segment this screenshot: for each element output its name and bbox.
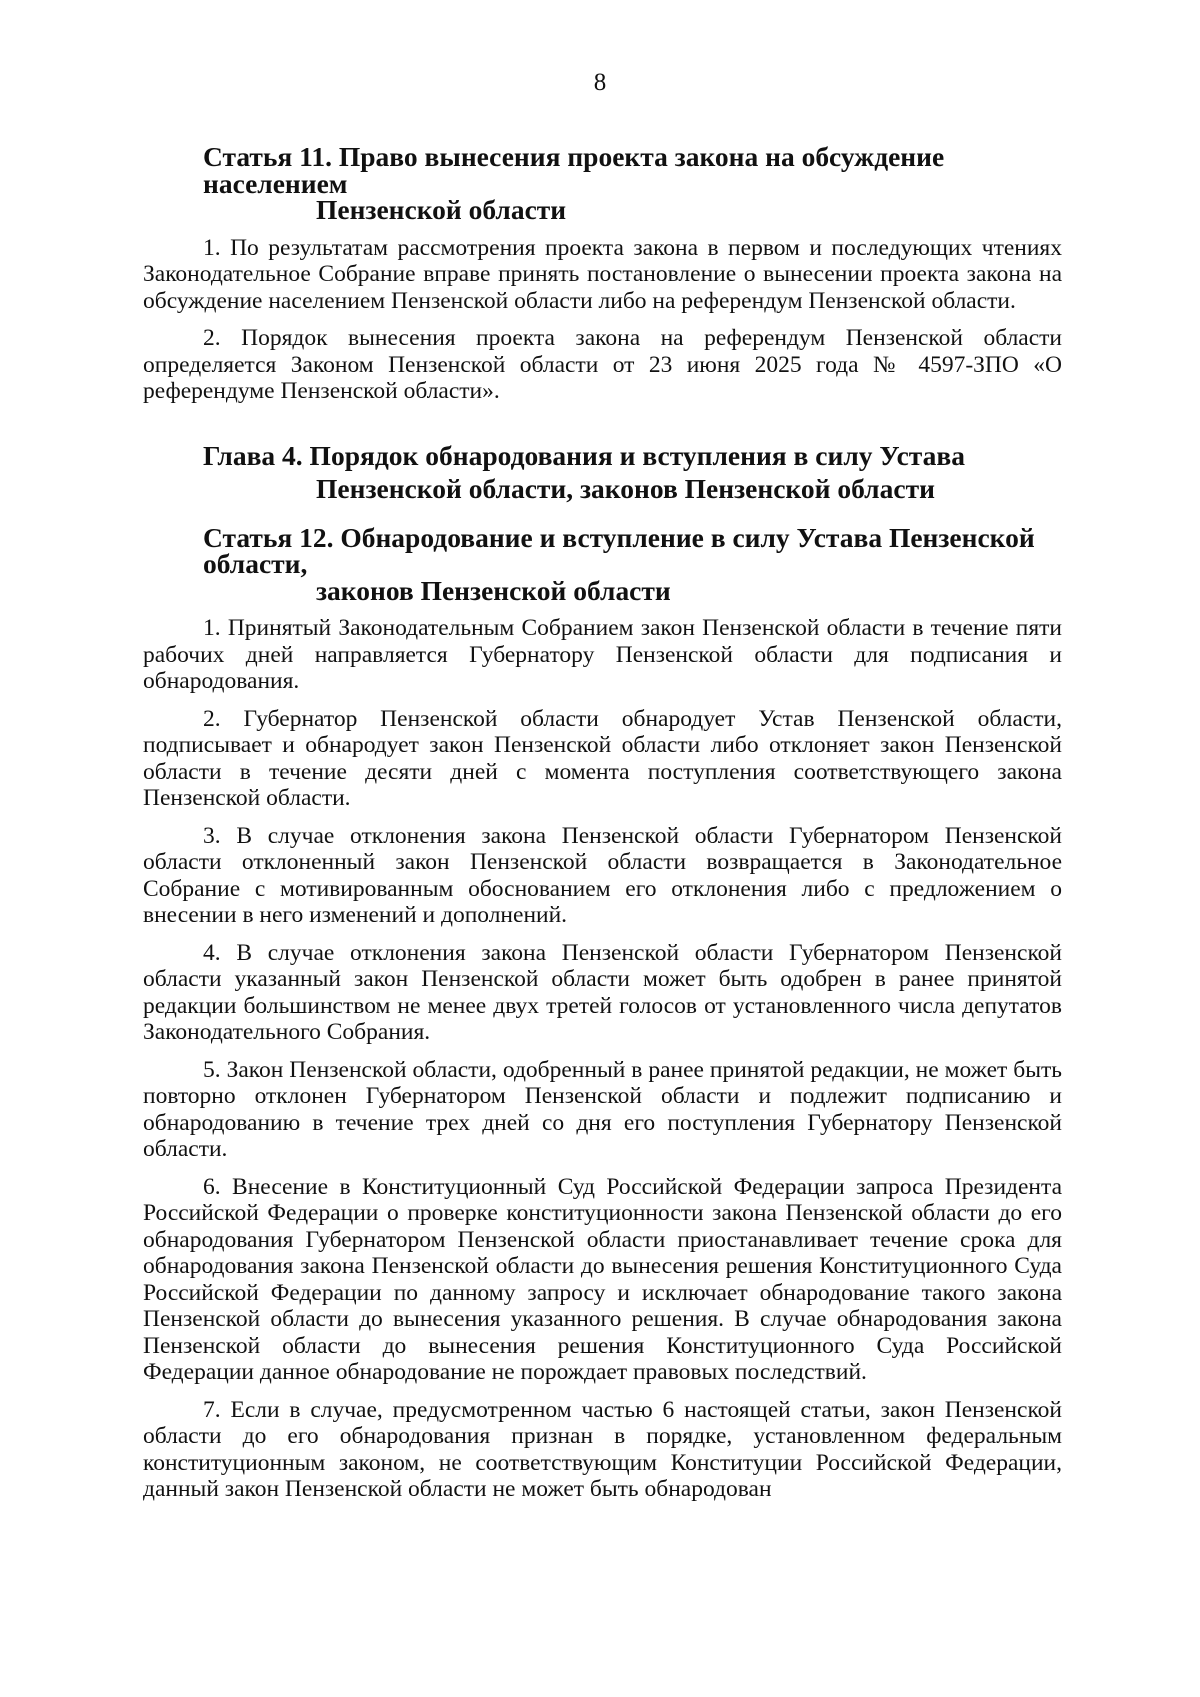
chapter-4-heading-line1: Глава 4. Порядок обнародования и вступления в силу Устава	[203, 439, 965, 471]
article-12-paragraph-3: 3. В случае отклонения закона Пензенской области Губернатором Пензенской области отклоненный закон Пензенской области возвращается в Законодательное Собрание с мотивированным обоснованием его отклонения либо с предложением о внесении в него изменений и дополнений.	[143, 822, 1062, 928]
article-11-heading-line2: Пензенской области	[316, 195, 567, 225]
chapter-4-heading-line2: Пензенской области, законов Пензенской области	[316, 472, 935, 504]
article-12-paragraph-6: 6. Внесение в Конституционный Суд Российской Федерации запроса Президента Российской Федерации о проверке конституционности закона Пензенской области до его обнародования Губернатором Пензенской области приостанавливает течение срока для обнародования закона Пензенской области до вынесения решения Конституционного Суда Российской Федерации по данному запросу и исключает обнародование такого закона Пензенской области до вынесения указанного решения. В случае обнародования закона Пензенской области до вынесения решения Конституционного Суда Российской Федерации данное обнародование не порождает правовых последствий.	[143, 1173, 1062, 1385]
article-11-paragraph-2: 2. Порядок вынесения проекта закона на референдум Пензенской области определяется Законом Пензенской области от 23 июня 2025 года № 4597-ЗПО «О референдуме Пензенской области».	[143, 325, 1062, 404]
article-12-paragraph-4: 4. В случае отклонения закона Пензенской области Губернатором Пензенской области указанный закон Пензенской области может быть одобрен в ранее принятой редакции большинством не менее двух третей голосов от установленного числа депутатов Законодательного Собрания.	[143, 939, 1062, 1045]
page-number: 8	[593, 69, 607, 96]
article-12-heading-line2: законов Пензенской области	[316, 575, 671, 606]
article-11-paragraph-1: 1. По результатам рассмотрения проекта закона в первом и последующих чтениях Законодательное Собрание вправе принять постановление о вынесении проекта закона на обсуждение населением Пензенской области либо на референдум Пензенской области.	[143, 234, 1062, 314]
article-12-paragraph-1: 1. Принятый Законодательным Собранием закон Пензенской области в течение пяти рабочих дней направляется Губернатору Пензенской области для подписания и обнародования.	[143, 615, 1062, 694]
article-12-heading-line1: Статья 12. Обнародование и вступление в силу Устава Пензенской области,	[203, 522, 1035, 579]
article-12-heading	[143, 522, 1062, 606]
article-11-heading	[143, 144, 1062, 224]
article-12-paragraph-2: 2. Губернатор Пензенской области обнародует Устав Пензенской области, подписывает и обнародует закон Пензенской области либо отклоняет закон Пензенской области в течение десяти дней с момента поступления соответствующего закона Пензенской области.	[143, 705, 1062, 811]
article-12-paragraph-7: 7. Если в случае, предусмотренном частью 6 настоящей статьи, закон Пензенской области до его обнародования признан в порядке, установленном федеральным конституционным законом, не соответствующим Конституции Российской Федерации, данный закон Пензенской области не может быть обнародован	[143, 1396, 1062, 1502]
article-12-paragraph-5: 5. Закон Пензенской области, одобренный в ранее принятой редакции, не может быть повторно отклонен Губернатором Пензенской области и подлежит подписанию и обнародованию в течение трех дней со дня его поступления Губернатору Пензенской области.	[143, 1056, 1062, 1162]
chapter-4-heading	[143, 439, 1062, 505]
document-body	[143, 144, 1062, 1503]
article-11-heading-line1: Статья 11. Право вынесения проекта закона на обсуждение населением	[203, 142, 945, 199]
